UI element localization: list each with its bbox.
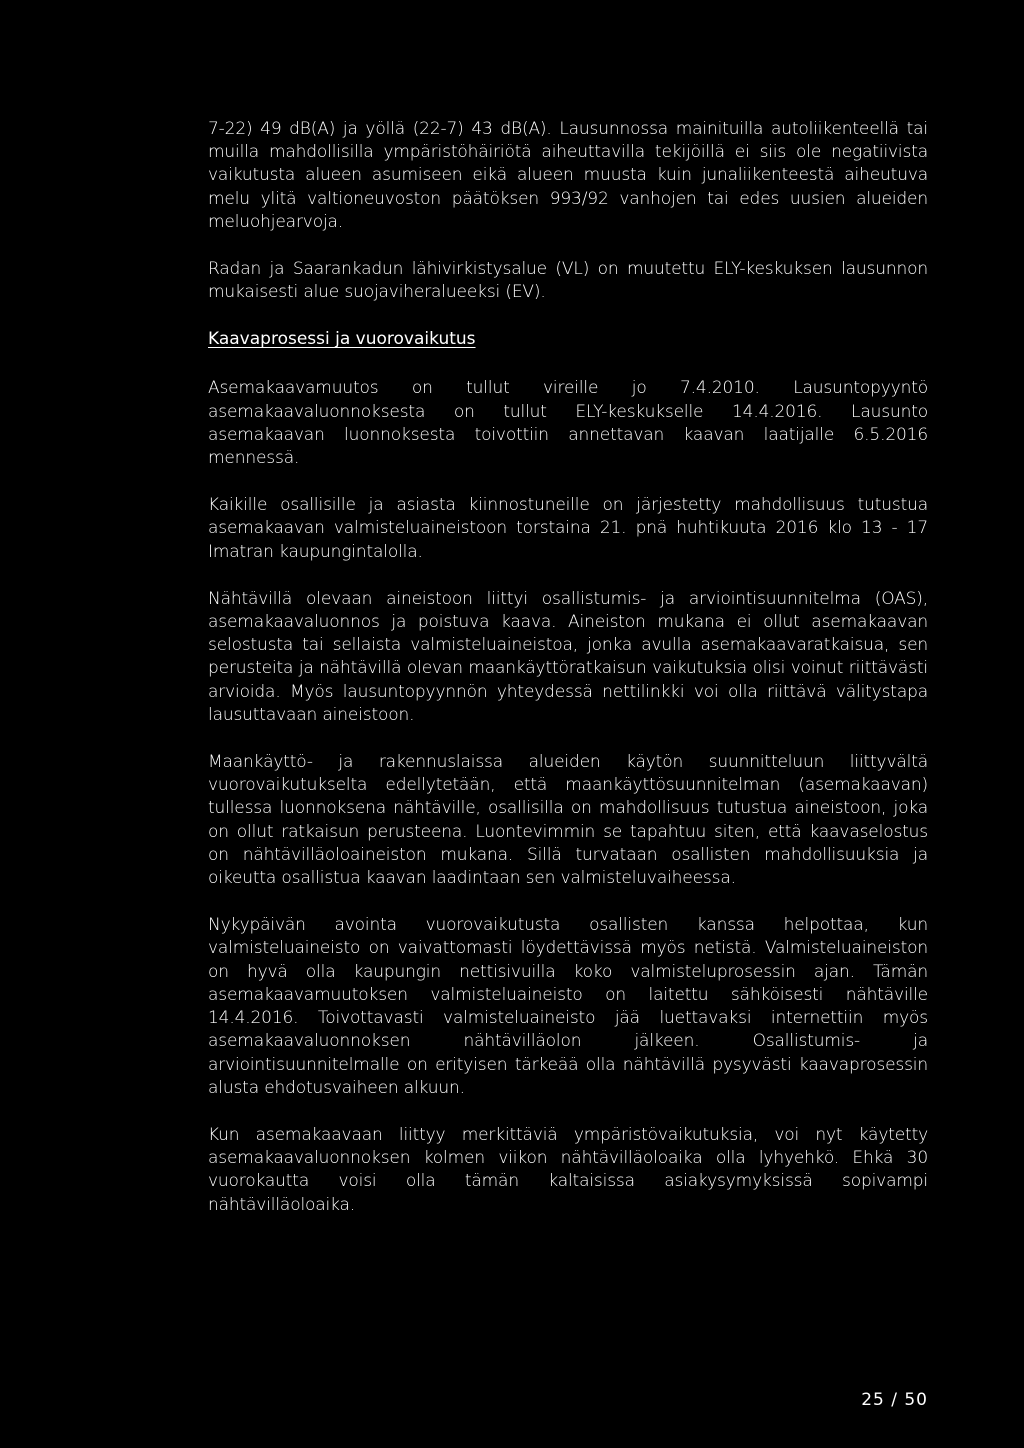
page-number: 25 / 50 (861, 1390, 928, 1410)
document-page (208, 118, 928, 1241)
paragraph-plan-initiation: Asemakaavamuutos on tullut vireille jo 7.4.2010. Lausuntopyyntö asemakaavaluonnoksesta on tullut ELY-keskukselle 14.4.2016. Lausunto asemakaavan luonnoksesta toivottiin annettavan kaavan laatijalle 6.5.2016 mennessä. (208, 378, 928, 469)
paragraph-viewing-period: Kun asemakaavaan liittyy merkittäviä ympäristövaikutuksia, voi nyt käytetty asemakaavaluonnoksen kolmen viikon nähtävilläoloaika olla lyhyehkö. Ehkä 30 vuorokautta voisi olla tämän kaltaisissa asiakysymyksissä sopivampi nähtävilläoloaika. (208, 1124, 928, 1215)
paragraph-material-content: Nähtävillä olevaan aineistoon liittyi osallistumis- ja arviointisuunnitelma (OAS), asemakaavaluonnos ja poistuva kaava. Aineiston mukana ei ollut asemakaavan selostusta tai sellaista valmisteluaineistoa, jonka avulla asemakaavaratkaisua, sen perusteita ja nähtävillä olevan maankäyttöratkaisun vaikutuksia olisi voinut riittävästi arvioida. Myös lausuntopyynnön yhteydessä nettilinkki voi olla riittävä välitystapa lausuttavaan aineistoon. (208, 588, 928, 725)
paragraph-land-use-law: Maankäyttö- ja rakennuslaissa alueiden käytön suunnitteluun liittyvältä vuorovaikutukselta edellytetään, että maankäyttösuunnitelman (asemakaavan) tullessa luonnoksena nähtäville, osallisilla on mahdollisuus tutustua aineistoon, joka on ollut ratkaisun perusteena. Luontevimmin se tapahtuu siten, että kaavaselostus on nähtävilläoloaineiston mukana. Sillä turvataan osallisten mahdollisuuksia ja oikeutta osallistua kaavan laadintaan sen valmisteluvaiheessa. (208, 752, 928, 889)
section-heading: Kaavaprosessi ja vuorovaikutus (208, 329, 476, 350)
paragraph-noise-statement: 7-22) 49 dB(A) ja yöllä (22-7) 43 dB(A). Lausunnossa mainituilla autoliikenteellä tai muilla mahdollisilla ympäristöhäiriötä aiheuttavilla tekijöillä ei siis ole negatiivista vaikutusta alueen asumiseen eikä alueen muusta kuin junaliikenteestä aiheutuva melu ylitä valtioneuvoston päätöksen 993/92 vanhojen tai edes uusien alueiden meluohjearvoja. (208, 119, 928, 232)
paragraph-open-interaction: Nykypäivän avointa vuorovaikutusta osallisten kanssa helpottaa, kun valmisteluaineisto on vaivattomasti löydettävissä myös netistä. Valmisteluaineiston on hyvä olla kaupungin nettisivuilla koko valmisteluprosessin ajan. Tämän asemakaavamuutoksen valmisteluaineisto on laitettu sähköisesti nähtäville 14.4.2016. Toivottavasti valmisteluaineisto jää luettavaksi internettiin myös asemakaavaluonnoksen nähtävilläolon jälkeen. Osallistumis- ja arviointisuunnitelmalle on erityisen tärkeää olla nähtävillä pysyvästi kaavaprosessin alusta ehdotusvaiheen alkuun. (208, 915, 928, 1098)
paragraph-public-viewing: Kaikille osallisille ja asiasta kiinnostuneille on järjestetty mahdollisuus tutustua asemakaavan valmisteluaineistoon torstaina 21. pnä huhtikuuta 2016 klo 13 - 17 Imatran kaupungintalolla. (208, 495, 928, 562)
paragraph-recreation-area: Radan ja Saarankadun lähivirkistysalue (VL) on muutettu ELY-keskuksen lausunnon mukaisesti alue suojaviheralueeksi (EV). (208, 259, 928, 303)
